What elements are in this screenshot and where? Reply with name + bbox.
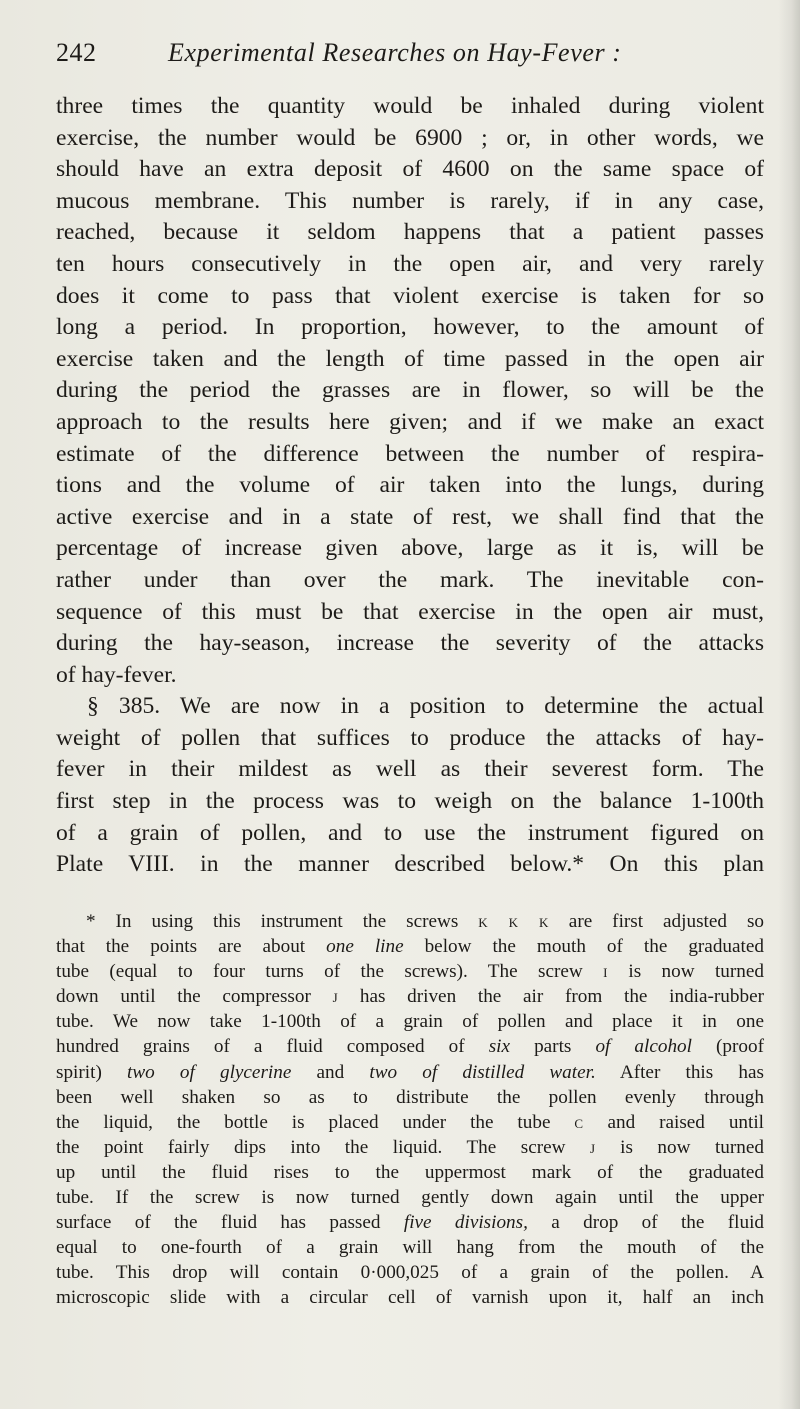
screw-label: j [590,1136,596,1158]
footnote-text: and raised until [583,1111,764,1133]
footnote-text: After this has [595,1061,764,1083]
text-line: approach to the results here given; and if we make an exact [56,408,764,435]
footnote-line: been well shaken so as to distribute the pollen evenly through [56,1086,764,1108]
footnote-text: and [291,1061,370,1083]
footnote-line [56,1135,764,1160]
text-line: percentage of increase given above, large as it is, will be [56,535,764,562]
footnote-text: below the mouth of the graduated [403,936,764,958]
footnote-emphasis: one line [326,936,404,958]
footnote-line: equal to one-fourth of a grain will hang from the mouth of the [56,1237,764,1259]
text-line: of hay-fever. [56,661,177,688]
footnote-line [56,909,764,934]
text-line: mucous membrane. This number is rarely, if in any case, [56,187,764,214]
text-line: of a grain of pollen, and to use the instrument figured on [56,819,764,846]
text-line: exercise taken and the length of time passed in the open air [56,345,764,372]
text-line: during the period the grasses are in flower, so will be the [56,377,764,404]
text-line: reached, because it seldom happens that a patient passes [56,219,764,246]
footnote-text: are first adjusted so [548,911,765,932]
footnote-line [56,1210,764,1235]
text-line: Plate VIII. in the manner described below.* On this plan [56,851,764,878]
page-number: 242 [56,38,97,67]
footnote-text: the point fairly dips into the liquid. The screw [56,1136,591,1158]
footnote-line [56,934,764,959]
running-title: Experimental Researches on Hay-Fever : [168,38,622,67]
footnote-text: is now turned [595,1136,764,1158]
footnote-emphasis: five divisions, [403,1212,528,1234]
footnote-line: tube. If the screw is now turned gently down again until the upper [56,1187,764,1209]
footnote-text: parts [510,1036,596,1058]
text-line: weight of pollen that suffices to produce the attacks of hay- [56,724,764,751]
text-line: estimate of the difference between the number of respira- [56,440,764,467]
text-line: should have an extra deposit of 4600 on the same space of [56,156,764,183]
footnote-emphasis: two of glycerine [127,1061,292,1083]
footnote-line: up until the fluid rises to the uppermost mark of the graduated [56,1161,764,1183]
footnote-line [56,1110,764,1135]
footnote-text: surface of the fluid has passed [56,1212,404,1234]
footnote-line [56,1034,764,1059]
text-line: first step in the process was to weigh on the balance 1-100th [56,788,764,815]
footnote-line: microscopic slide with a circular cell of varnish upon it, half an inch [56,1287,764,1309]
text-line: three times the quantity would be inhaled during violent [56,93,764,119]
footnote-text: hundred grains of a fluid composed of [56,1036,489,1058]
text-line: during the hay-season, increase the severity of the attacks [56,630,764,657]
footnote-emphasis: six [488,1036,511,1058]
text-line: exercise, the number would be 6900 ; or, in other words, we [56,124,764,151]
footnote-text: is now turned [607,961,764,983]
text-line: ten hours consecutively in the open air, and very rarely [56,250,764,277]
footnote-emphasis: two of distilled water. [369,1061,596,1083]
text-line: long a period. In proportion, however, to the amount of [56,314,764,341]
text-line: active exercise and in a state of rest, we shall find that the [56,503,764,530]
screw-label: k k k [478,911,549,932]
footnote-text: tube (equal to four turns of the screws). The screw [56,961,604,983]
compressor-label: j [332,986,339,1008]
text-line: fever in their mildest as well as their severest form. The [56,756,764,783]
footnote [56,909,764,1311]
footnote-text: that the points are about [56,936,327,958]
footnote-text: spirit) [56,1061,127,1083]
section-385-start: § 385. We are now in a position to determine the actual [87,693,764,720]
text-line: rather under than over the mark. The inevitable con- [56,566,764,593]
tube-label: c [574,1111,584,1133]
footnote-text: down until the compressor [56,986,333,1008]
footnote-emphasis: of alcohol [595,1036,692,1058]
footnote-text: the liquid, the bottle is placed under the tube [56,1111,575,1133]
footnote-text: * In using this instrument the screws [86,911,479,932]
screw-label: i [603,961,608,983]
footnote-text: a drop of the fluid [527,1212,764,1234]
footnote-text: (proof [691,1036,764,1058]
footnote-line [56,984,764,1009]
footnote-text: has driven the air from the india-rubber [338,986,764,1008]
main-text [56,91,764,881]
footnote-line: tube. We now take 1-100th of a grain of pollen and place it in one [56,1011,764,1033]
footnote-line [56,959,764,984]
text-line: tions and the volume of air taken into the lungs, during [56,472,764,499]
footnote-line: tube. This drop will contain 0·000,025 of a grain of the pollen. A [56,1262,764,1284]
running-header [56,28,756,78]
text-line: does it come to pass that violent exercise is taken for so [56,282,764,309]
text-line: sequence of this must be that exercise in the open air must, [56,598,764,625]
footnote-line [56,1060,764,1085]
page-edge-shadow [778,0,800,1409]
